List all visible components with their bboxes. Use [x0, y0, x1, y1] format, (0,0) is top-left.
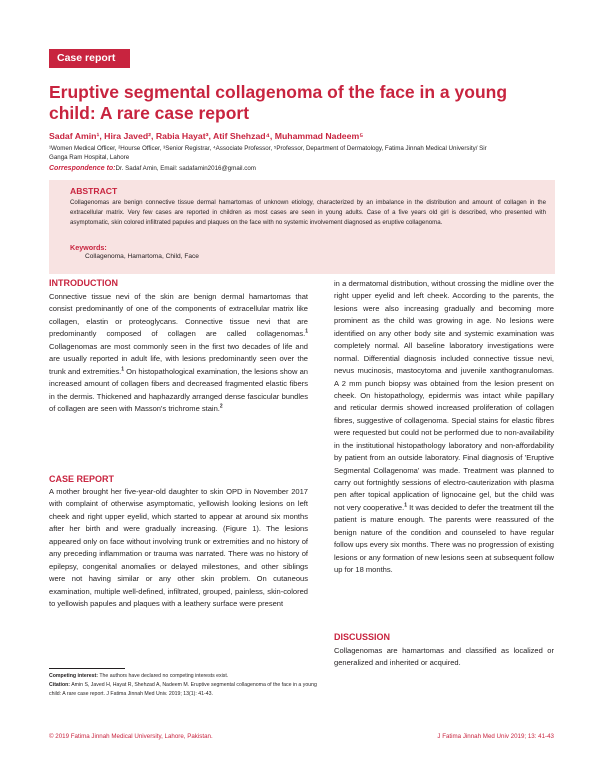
keywords-text: Collagenoma, Hamartoma, Child, Face: [85, 253, 199, 260]
case-report-text-right: [334, 278, 554, 577]
footer-journal-info: J Fatima Jinnah Med Univ 2019; 13: 41-43: [437, 733, 554, 740]
abstract-heading: ABSTRACT: [70, 186, 118, 196]
correspondence: [49, 165, 256, 172]
competing-interest-text: The authors have declared no competing interests exist.: [98, 673, 229, 679]
case-report-p2: in a dermatomal distribution, without crossing the midline over the right upper eyelid and left cheek. According to the parents, the lesions were also increasing gradually and becoming more prominent as the child was growing in age. No lesions were identified on any other body site and systemic examination was completely normal. All baseline laboratory investigations were normal. Differential diagnosis included connective tissue nevi, nevus mucinosis, mastocytoma and juvenile xanthogranulomas. A 2 mm punch biopsy was obtained from the lesion present on cheek. On histopathology, epidermis was intact while papillary and reticular dermis showed increased proliferation of collagen fibres, suggestive of collagenoma. Special stains for elastic fibres were requested but could not be performed due to non-availability in the institutional histopathology laboratory and non-affordability by patient from an outside laboratory. Final diagnosis of 'Eruptive Segmental Collagenoma' was made. Treatment was planned to carry out fortnightly sessions of electro-cauterization with plasma pen after topical application of lignocaine gel, but the child was not very cooperative.: [334, 279, 554, 512]
case-report-text-left: A mother brought her five-year-old daughter to skin OPD in November 2017 with complaint of otherwise asymptomatic, yellowish looking lesions on left cheek and right upper eyelid, which started to appear at around six months after her birth and were gradually increasing. (Figure 1). The lesions appeared only on face without involving trunk or extremities and no history of any preceding inflammation or trauma was narrated. There was no history of epilepsy, congenital anomalies or delayed milestones, and other siblings were not having similar or any other skin problem. On cutaneous examination, multiple well-defined, infiltrated, grouped, painless, skin-colored to yellowish papules and plaques with a leathery surface were present: [49, 487, 308, 608]
reference-marker: 2: [219, 403, 223, 410]
case-report-p3: It was decided to defer the treatment till the patient is mature enough. The parents were reassured of the benign nature of the condition and counseled to have regular follow ups every six months. There was no progression of existing lesions or any formation of new lesions seen at subsequent follow up for 18 months.: [334, 502, 555, 575]
reference-marker: 1: [404, 502, 407, 509]
keywords-heading: Keywords:: [70, 243, 107, 252]
reference-marker: 1: [305, 328, 308, 335]
citation-text: Amin S, Javed H, Hayat R, Shehzad A, Nadeem M. Eruptive segmental collagenoma of the face in a young child: A rare case report. J Fatima Jinnah Med Univ. 2019; 13(1): 41-43.: [49, 681, 317, 697]
article-title: Eruptive segmental collagenoma of the face in a young child: A rare case report: [49, 82, 508, 123]
introduction-text: [49, 291, 308, 415]
citation-label: Citation:: [49, 681, 71, 688]
author-affiliations: ¹Women Medical Officer, ²Hourse Officer, ³Senior Registrar, ⁴Associate Professor, ⁵Professor, Department of Dermatology, Fatima Jinnah Medical University/ Sir Ganga Ram Hospital, Lahore: [49, 145, 487, 162]
reference-marker: 1: [121, 366, 124, 373]
introduction-heading: INTRODUCTION: [49, 278, 118, 288]
introduction-p3: On histopathological examination, the lesions show an increased amount of collagen fibers and decreased fragmented elastic fibers in the dermis. Thickened and haphazardly arranged dense fascicular bundles of collagen are seen with Masson's trichrome stain.: [49, 366, 308, 413]
article-type-badge: Case report: [49, 49, 130, 68]
discussion-text: Collagenomas are hamartomas and classified as localized or generalized and inherited or acquired.: [334, 646, 554, 668]
introduction-p2: Collagenomas are most commonly seen in the first two decades of life and are usually reported in adult life, with lesions predominantly seen over the trunk and extremities.: [49, 341, 308, 376]
case-report-heading: CASE REPORT: [49, 474, 115, 484]
footer-copyright: © 2019 Fatima Jinnah Medical University, Lahore, Pakistan.: [49, 733, 213, 740]
author-list: Sadaf Amin¹, Hira Javed², Rabia Hayat³, Atif Shehzad⁴, Muhammad Nadeem⁵: [49, 131, 364, 141]
discussion-heading: DISCUSSION: [334, 632, 391, 642]
correspondence-text: Dr. Sadaf Amin, Email: sadafamin2016@gmail.com: [115, 165, 256, 172]
competing-interest-label: Competing interest:: [49, 673, 98, 679]
abstract-text: Collagenomas are benign connective tissue dermal hamartomas of unknown etiology, characterized by an imbalance in the distribution and amount of collagen in the extracellular matrix. Very few cases are reported in children as most cases are seen in young adults. Case of a five years old girl is described, who presented with asymptomatic, skin colored infiltrated papules and plaques on the face with no systemic involvement diagnosed as eruptive collagenoma.: [70, 199, 546, 227]
correspondence-label: Correspondence to:: [49, 165, 116, 172]
introduction-p1: Connective tissue nevi of the skin are benign dermal hamartomas that consist predominantly of one of the components of extracellular matrix like collagen, elastin or proteoglycans. Connective tissue nevi that are predominantly composed of collagen are called collagenomas.: [49, 292, 308, 339]
footnote: [49, 672, 320, 699]
footnote-divider: [49, 668, 125, 669]
